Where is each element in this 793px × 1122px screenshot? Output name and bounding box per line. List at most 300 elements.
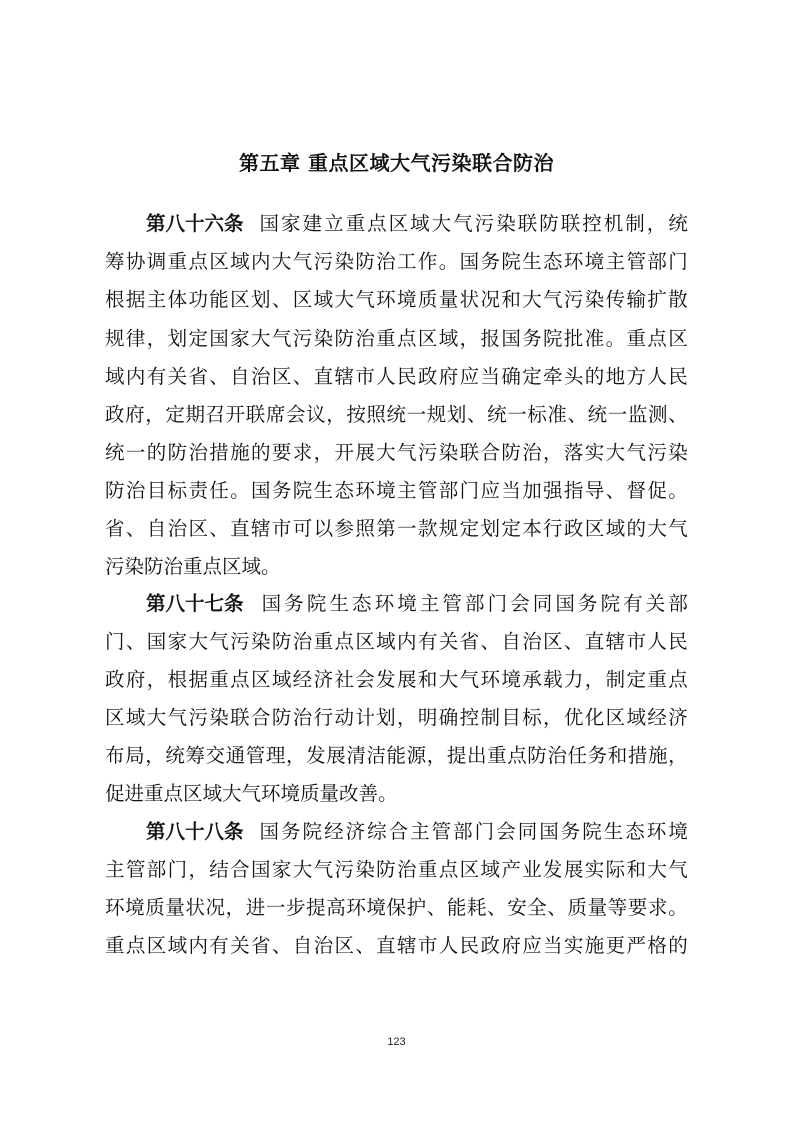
text-char: 应	[459, 365, 480, 388]
text-char: 的	[251, 441, 271, 464]
text-char: 款	[417, 517, 438, 540]
text-char: 防	[271, 706, 292, 729]
text-char: 和	[607, 744, 628, 767]
text-char: 务	[281, 820, 301, 843]
text-char: 协	[125, 250, 146, 273]
text-char: 求	[647, 896, 668, 919]
text-char: 气	[355, 288, 375, 311]
text-char: 府	[125, 403, 145, 426]
text-char: 功	[188, 288, 208, 311]
article-88-line-2	[105, 851, 688, 889]
text-char: 当	[543, 934, 563, 957]
text-char: 染	[355, 858, 375, 881]
article-86-line-10: 污染防治重点区域。	[105, 555, 281, 578]
text-char: 批	[563, 327, 584, 350]
text-char: 治	[125, 479, 146, 502]
text-char: 域	[230, 250, 250, 273]
text-char: 染	[438, 441, 459, 464]
text-char: 自	[292, 934, 313, 957]
text-char: 等	[607, 896, 628, 919]
text-char: 区	[146, 934, 167, 957]
text-char: 域	[125, 706, 146, 729]
text-char: 况	[480, 288, 500, 311]
text-char: 同	[532, 592, 553, 615]
text-char: 筹	[185, 744, 205, 767]
text-char: 主	[105, 858, 125, 881]
text-char: 主	[146, 288, 167, 311]
text-char: 量	[587, 896, 608, 919]
text-char: 划	[251, 288, 271, 311]
text-char: 交	[205, 744, 226, 767]
text-char: 联	[560, 212, 581, 235]
text-char: 省	[251, 934, 271, 957]
text-char: 污	[292, 327, 313, 350]
text-char: 点	[668, 668, 688, 691]
text-char: 和	[417, 668, 438, 691]
text-char: 国	[259, 820, 280, 843]
text-char: 境	[376, 479, 396, 502]
text-char: 治	[167, 517, 188, 540]
text-char: 传	[605, 288, 626, 311]
text-char: 合	[230, 858, 250, 881]
text-char: 治	[251, 365, 271, 388]
text-char: ，	[145, 403, 165, 426]
article-86-line-5	[105, 358, 688, 396]
text-char: 污	[334, 858, 354, 881]
text-char: 污	[313, 250, 334, 273]
text-char: 气	[668, 858, 688, 881]
text-char: 染	[251, 630, 271, 653]
text-char: 理	[265, 744, 286, 767]
text-char: 国	[555, 592, 575, 615]
text-char: 重	[209, 668, 229, 691]
text-char: 有	[417, 630, 438, 653]
text-char: 污	[647, 441, 667, 464]
text-char: 划	[167, 327, 188, 350]
text-char: 重	[313, 630, 334, 653]
text-char: 重	[345, 212, 366, 235]
article-87-line-6: 促进重点区域大气环境质量改善。	[105, 782, 398, 805]
article-86-line-6	[105, 396, 688, 434]
text-char: 部	[438, 479, 459, 502]
text-char: 防	[376, 858, 396, 881]
text-char: 保	[386, 896, 407, 919]
text-char: 大	[605, 441, 626, 464]
text-char: 的	[626, 517, 646, 540]
text-char: 应	[480, 479, 500, 502]
text-char: 会	[285, 403, 306, 426]
text-char: 联	[517, 212, 538, 235]
text-char: 控	[459, 706, 480, 729]
text-char: 国	[259, 212, 280, 235]
text-char: 市	[355, 365, 375, 388]
text-char: 实	[584, 858, 605, 881]
text-char: 统	[587, 403, 608, 426]
text-char: 、	[271, 934, 292, 957]
text-char: 环	[646, 820, 667, 843]
text-char: 家	[167, 630, 188, 653]
text-char: 、	[487, 896, 507, 919]
text-char: 区	[605, 706, 626, 729]
text-char: ，	[188, 858, 208, 881]
text-char: 制	[480, 706, 500, 729]
text-char: 、	[466, 403, 487, 426]
text-char: 点	[438, 858, 459, 881]
text-char: 有	[146, 365, 167, 388]
text-char: 出	[466, 744, 487, 767]
text-char: 态	[543, 250, 563, 273]
chapter-title: 第五章 重点区域大气污染联合防治	[239, 151, 554, 175]
text-char: 状	[459, 288, 480, 311]
text-char: 大	[647, 858, 667, 881]
text-char: 生	[603, 820, 624, 843]
text-char: 确	[501, 365, 521, 388]
text-char: 济	[668, 706, 688, 729]
text-char: 散	[668, 288, 688, 311]
text-char: ，	[584, 668, 605, 691]
text-char: 建	[302, 212, 323, 235]
text-char: 院	[600, 592, 621, 615]
text-char: 任	[567, 744, 588, 767]
text-char: 、	[292, 365, 313, 388]
text-char: 境	[668, 820, 688, 843]
text-char: 照	[366, 403, 386, 426]
text-char: 人	[438, 934, 459, 957]
text-char: 部	[453, 820, 473, 843]
text-char: 气	[209, 630, 229, 653]
text-char: 管	[626, 250, 646, 273]
text-char: 步	[285, 896, 306, 919]
text-char: 量	[165, 896, 185, 919]
text-char: 确	[438, 706, 459, 729]
text-char: 治	[292, 706, 313, 729]
text-char: 况	[205, 896, 226, 919]
text-char: 第	[376, 517, 396, 540]
text-char: 、	[668, 403, 688, 426]
text-char: 民	[668, 365, 688, 388]
text-char: 实	[563, 934, 584, 957]
text-char: 关	[645, 592, 666, 615]
text-char: 内	[125, 365, 146, 388]
text-char: 一	[125, 441, 146, 464]
text-char: 务	[522, 327, 542, 350]
text-char: 环	[376, 288, 396, 311]
text-char: 府	[501, 934, 521, 957]
text-char: ，	[646, 212, 667, 235]
text-char: 可	[292, 517, 313, 540]
text-char: 定	[459, 517, 480, 540]
text-char: 、	[125, 517, 146, 540]
text-char: 测	[647, 403, 668, 426]
text-char: 控	[582, 212, 602, 235]
text-char: 区	[209, 250, 229, 273]
text-char: 布	[105, 744, 125, 767]
text-char: 大	[271, 250, 292, 273]
text-char: 按	[346, 403, 366, 426]
text-char: 院	[306, 592, 327, 615]
text-char: 务	[577, 592, 598, 615]
text-char: 域	[271, 668, 292, 691]
text-char: 关	[438, 630, 459, 653]
text-char: 制	[605, 668, 626, 691]
text-char: 一	[507, 403, 527, 426]
text-char: 关	[167, 365, 188, 388]
text-char: 加	[522, 479, 542, 502]
text-char: ，	[426, 744, 447, 767]
text-char: 务	[560, 820, 581, 843]
text-char: 高	[326, 896, 346, 919]
text-char: 点	[125, 934, 146, 957]
text-char: 社	[334, 668, 354, 691]
text-char: 。	[438, 250, 459, 273]
text-char: 统	[386, 403, 407, 426]
text-char: ，	[668, 744, 688, 767]
text-char: 省	[105, 517, 125, 540]
text-char: 市	[626, 630, 646, 653]
text-char: 据	[188, 668, 208, 691]
text-char: 际	[605, 858, 626, 881]
text-char: 质	[417, 288, 438, 311]
text-char: 展	[326, 744, 346, 767]
text-char: 务	[587, 744, 608, 767]
text-char: 政	[480, 934, 500, 957]
text-char: 、	[480, 630, 500, 653]
text-char: 经	[647, 706, 667, 729]
text-char: ，	[285, 744, 306, 767]
text-char: 辖	[334, 365, 354, 388]
text-char: 部	[668, 592, 688, 615]
text-char: 。	[230, 479, 250, 502]
text-char: 全	[527, 896, 547, 919]
text-char: 区	[388, 212, 409, 235]
text-char: 准	[547, 403, 567, 426]
text-char: 、	[209, 365, 229, 388]
text-char: 务	[480, 250, 500, 273]
text-char: 安	[507, 896, 527, 919]
text-char: 大	[146, 706, 167, 729]
text-char: 防	[355, 250, 375, 273]
text-char: 态	[625, 820, 645, 843]
text-char: 治	[547, 744, 567, 767]
text-char: 防	[539, 212, 559, 235]
text-char: 自	[146, 517, 167, 540]
text-char: 载	[543, 668, 563, 691]
text-char: 自	[501, 630, 521, 653]
text-char: 国	[251, 479, 271, 502]
text-char: 国	[251, 858, 271, 881]
text-char: 生	[522, 250, 542, 273]
text-char: 国	[209, 327, 229, 350]
text-char: 大	[292, 858, 313, 881]
text-char: 合	[388, 820, 409, 843]
text-char: 。	[668, 479, 688, 502]
text-char: 区	[105, 706, 125, 729]
article-88-label: 第八十八条	[146, 820, 244, 843]
text-char: 污	[188, 706, 208, 729]
text-char: 能	[209, 288, 229, 311]
text-char: 承	[522, 668, 542, 691]
text-char: 污	[230, 630, 250, 653]
text-char: 市	[271, 517, 292, 540]
text-char: 一	[265, 896, 286, 919]
text-char: 政	[417, 365, 438, 388]
text-char: 求	[292, 441, 313, 464]
text-char: 国	[539, 820, 559, 843]
text-char: 护	[406, 896, 427, 919]
text-char: 导	[584, 479, 605, 502]
text-char: 自	[230, 365, 250, 388]
text-char: 一	[607, 403, 628, 426]
text-char: 同	[517, 820, 538, 843]
text-char: 开	[225, 403, 246, 426]
text-char: 防	[334, 327, 354, 350]
text-char: 防	[167, 441, 188, 464]
text-char: 防	[271, 630, 292, 653]
text-char: 府	[125, 668, 146, 691]
text-char: 点	[367, 212, 387, 235]
text-char: 国	[146, 630, 167, 653]
text-char: 省	[188, 365, 208, 388]
text-char: 直	[376, 934, 396, 957]
text-char: 气	[292, 250, 313, 273]
text-char: 区	[417, 327, 438, 350]
text-char: 济	[313, 668, 334, 691]
text-char: 区	[188, 517, 208, 540]
text-char: 域	[167, 934, 188, 957]
article-88-line-3	[105, 889, 688, 927]
text-char: 划	[480, 517, 500, 540]
text-char: 提	[446, 744, 467, 767]
text-char: 、	[605, 479, 626, 502]
text-char: 务	[271, 479, 292, 502]
text-char: 标	[167, 479, 188, 502]
text-char: 气	[459, 668, 480, 691]
text-char: 施	[584, 934, 605, 957]
text-char: 人	[376, 365, 396, 388]
text-char: 防	[501, 441, 521, 464]
text-char: 辖	[397, 934, 417, 957]
text-char: 家	[230, 327, 250, 350]
text-char: 目	[146, 479, 167, 502]
text-char: 会	[510, 592, 530, 615]
text-char: 会	[355, 668, 375, 691]
text-char: 、	[567, 403, 588, 426]
text-char: ，	[225, 896, 246, 919]
text-char: 照	[355, 517, 375, 540]
text-char: 优	[563, 706, 584, 729]
text-char: 治	[376, 250, 396, 273]
text-char: 划	[376, 706, 396, 729]
text-char: 政	[563, 517, 584, 540]
article-86-label: 第八十六条	[146, 212, 244, 235]
text-char: ，	[543, 706, 563, 729]
text-char: 点	[507, 744, 527, 767]
text-char: 化	[584, 706, 605, 729]
text-char: 院	[582, 820, 602, 843]
text-char: 清	[346, 744, 366, 767]
text-char: 责	[188, 479, 208, 502]
text-char: 立	[324, 212, 344, 235]
text-char: 政	[105, 668, 125, 691]
text-char: 体	[167, 288, 188, 311]
text-char: 的	[146, 441, 167, 464]
text-char: 大	[334, 288, 354, 311]
text-char: 质	[145, 896, 165, 919]
text-char: 境	[584, 250, 605, 273]
text-char: 调	[146, 250, 167, 273]
text-char: 期	[185, 403, 205, 426]
text-char: 重	[417, 858, 438, 881]
text-char: 扩	[647, 288, 667, 311]
text-char: 重	[487, 744, 507, 767]
text-char: 重	[105, 934, 125, 957]
text-char: 环	[346, 896, 366, 919]
text-char: 统	[487, 403, 507, 426]
text-char: 统	[668, 212, 688, 235]
text-char: 济	[345, 820, 366, 843]
article-86-line-8	[105, 472, 688, 510]
text-char: 直	[230, 517, 250, 540]
text-char: 发	[543, 858, 563, 881]
text-char: 门	[474, 820, 495, 843]
text-char: 环	[563, 250, 584, 273]
text-char: 人	[647, 365, 667, 388]
text-char: 目	[501, 706, 521, 729]
text-char: ，	[543, 441, 563, 464]
text-char: 作	[417, 250, 438, 273]
text-char: 防	[105, 479, 125, 502]
text-char: 以	[313, 517, 334, 540]
text-char: 重	[626, 327, 646, 350]
text-char: 、	[426, 896, 447, 919]
text-char: 治	[522, 630, 542, 653]
text-char: 直	[584, 630, 605, 653]
text-char: 境	[397, 288, 417, 311]
text-char: 量	[438, 288, 459, 311]
text-char: 规	[426, 403, 447, 426]
text-char: 输	[626, 288, 646, 311]
text-char: 大	[376, 441, 396, 464]
text-char: 督	[626, 479, 646, 502]
text-char: 源	[406, 744, 427, 767]
text-char: 发	[306, 744, 326, 767]
text-char: 区	[251, 668, 271, 691]
text-char: 规	[105, 327, 125, 350]
text-char: 牵	[543, 365, 563, 388]
text-char: 染	[668, 441, 688, 464]
text-char: 点	[334, 630, 354, 653]
text-char: 大	[438, 668, 459, 691]
text-char: 发	[376, 668, 396, 691]
text-char: 经	[292, 668, 313, 691]
text-char: 民	[459, 934, 480, 957]
text-char: 和	[501, 288, 521, 311]
text-char: 国	[459, 250, 480, 273]
text-char: 根	[105, 288, 125, 311]
text-char: 主	[605, 250, 626, 273]
article-88-line-4	[105, 927, 688, 965]
text-char: 气	[668, 517, 688, 540]
text-char: 治	[397, 858, 417, 881]
text-char: 院	[302, 820, 323, 843]
text-char: 内	[188, 934, 208, 957]
text-char: 域	[626, 706, 646, 729]
text-char: 联	[245, 403, 266, 426]
text-char: 环	[355, 479, 375, 502]
text-char: 域	[410, 212, 430, 235]
text-char: 能	[446, 896, 467, 919]
text-char: 境	[501, 668, 521, 691]
